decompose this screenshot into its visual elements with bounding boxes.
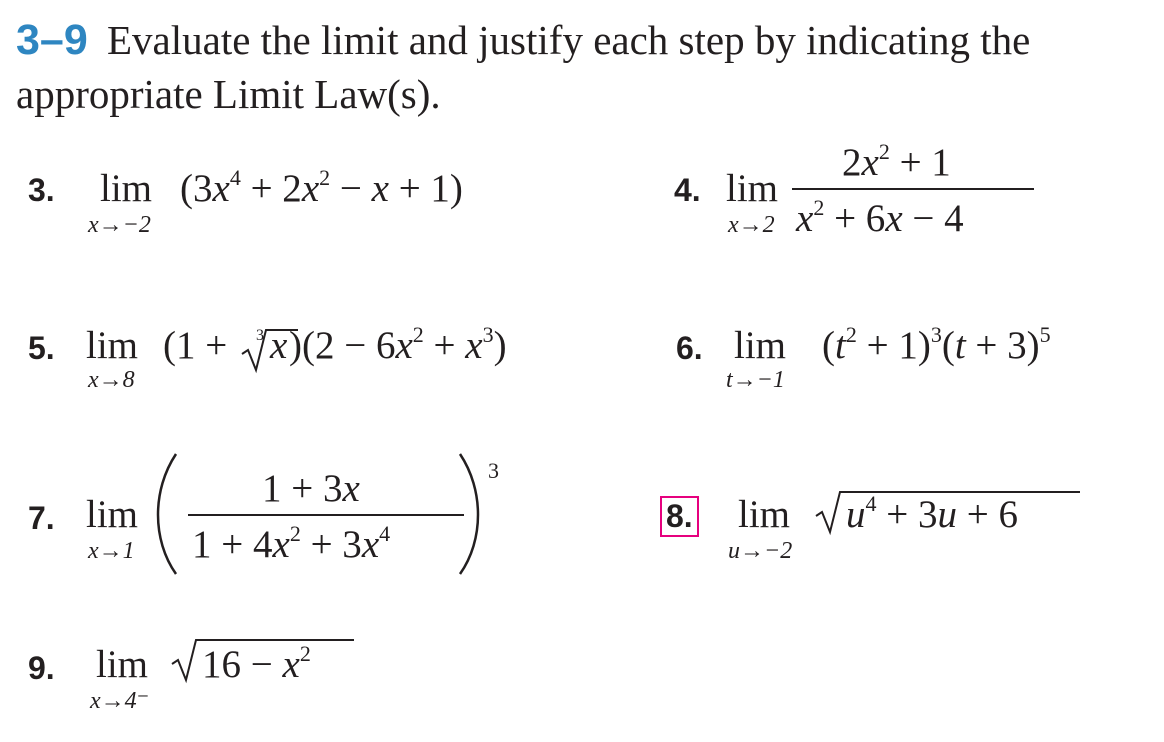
numerator: $2x^2 + 1$ bbox=[842, 139, 951, 184]
limit-subscript: t→−1 bbox=[726, 367, 785, 393]
expression: $(t^2 + 1)^3(t + 3)^5$ bbox=[822, 322, 1051, 367]
limit-subscript: u→−2 bbox=[728, 538, 793, 564]
lim-operator: lim bbox=[738, 493, 791, 536]
problem-number-highlighted: 8. bbox=[660, 496, 699, 537]
fraction-bar bbox=[792, 188, 1034, 190]
instruction-line-1: Evaluate the limit and justify each step by indicating the bbox=[107, 17, 1031, 63]
lim-operator: lim bbox=[96, 643, 149, 686]
problem-number: 6. bbox=[676, 330, 703, 366]
limit-subscript: x→4⁻ bbox=[90, 688, 150, 714]
power-exponent: 3 bbox=[488, 458, 499, 483]
limit-subscript: x→8 bbox=[88, 367, 135, 393]
problem-number: 9. bbox=[28, 650, 55, 686]
problem-number: 3. bbox=[28, 172, 55, 208]
lim-operator: lim bbox=[734, 324, 787, 367]
problem-number: 5. bbox=[28, 330, 55, 366]
limit-subscript: x→2 bbox=[728, 212, 775, 238]
lim-operator: lim bbox=[726, 167, 779, 210]
lim-operator: lim bbox=[86, 493, 139, 536]
fraction-bar bbox=[188, 514, 464, 516]
problem-number: 4. bbox=[674, 172, 701, 208]
expression: $(3x^4 + 2x^2 - x + 1)$ bbox=[180, 165, 463, 210]
expression: $(1 + )(2 - 6x^2 + x^3)$ bbox=[163, 322, 507, 367]
instruction-line-2: appropriate Limit Law(s). bbox=[16, 71, 441, 117]
lim-operator: lim bbox=[86, 324, 139, 367]
numerator: 1 + 3x bbox=[262, 467, 360, 510]
exercise-range: 3–9 bbox=[16, 16, 88, 64]
limit-subscript: x→−2 bbox=[88, 212, 151, 238]
radicand: x bbox=[270, 324, 288, 367]
lim-operator: lim bbox=[100, 167, 153, 210]
problem-number: 7. bbox=[28, 500, 55, 536]
radicand: $16 - x^2$ bbox=[202, 641, 311, 686]
limit-subscript: x→1 bbox=[88, 538, 135, 564]
svg-text:3: 3 bbox=[256, 327, 264, 344]
radicand: $u^4 + 3u + 6$ bbox=[846, 491, 1018, 536]
denominator: $1 + 4x^2 + 3x^4$ bbox=[192, 521, 391, 566]
denominator: $x^2 + 6x - 4$ bbox=[796, 195, 964, 240]
